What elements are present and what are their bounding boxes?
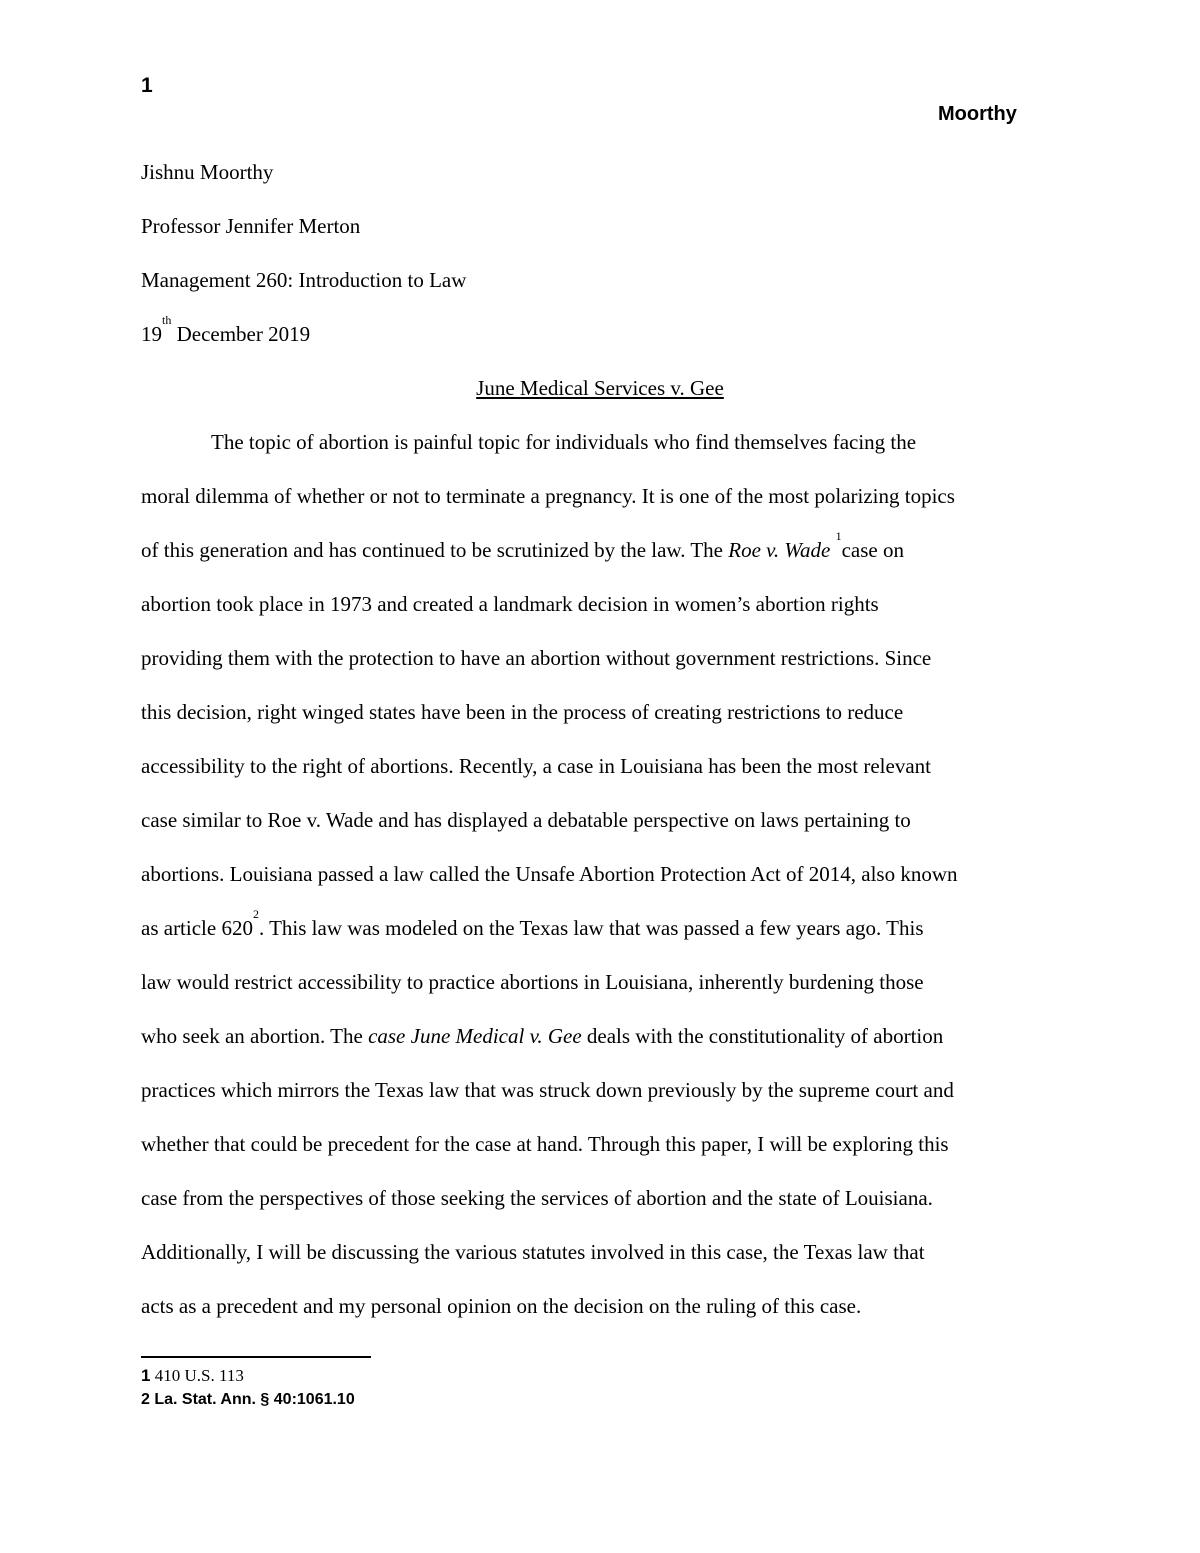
author-name: Jishnu Moorthy [141, 160, 274, 184]
body-text: of this generation and has continued to be scrutinized by the law. The [141, 538, 729, 562]
body-line: law would restrict accessibility to practice abortions in Louisiana, inherently burdening those [141, 970, 924, 994]
footnote-separator [141, 1356, 371, 1358]
case-citation-june-medical: case June Medical v. Gee [368, 1024, 582, 1048]
body-line: accessibility to the right of abortions. Recently, a case in Louisiana has been the most relevant [141, 754, 931, 778]
body-text: deals with the constitutionality of abortion [581, 1024, 944, 1048]
body-line [141, 529, 904, 563]
date-rest: December 2019 [171, 322, 311, 346]
body-text: case on [841, 538, 904, 562]
case-citation-roe: Roe v. Wade [728, 538, 831, 562]
body-text: . This law was modeled on the Texas law that was passed a few years ago. This [258, 916, 924, 940]
body-line: abortions. Louisiana passed a law called the Unsafe Abortion Protection Act of 2014, also known [141, 862, 958, 886]
body-line: practices which mirrors the Texas law that was struck down previously by the supreme court and [141, 1078, 954, 1102]
paper-title: June Medical Services v. Gee [476, 376, 724, 400]
body-line: abortion took place in 1973 and created a landmark decision in women’s abortion rights [141, 592, 879, 616]
body-line: case similar to Roe v. Wade and has displayed a debatable perspective on laws pertaining to [141, 808, 911, 832]
date-line [141, 313, 311, 347]
footnote-1-text: 410 U.S. 113 [150, 1366, 244, 1385]
page-number: 1 [141, 74, 153, 97]
date-day: 19 [141, 322, 162, 346]
professor-name: Professor Jennifer Merton [141, 214, 361, 238]
footnote-ref-2: 2 [252, 907, 259, 921]
body-line: acts as a precedent and my personal opinion on the decision on the ruling of this case. [141, 1294, 862, 1318]
body-line: case from the perspectives of those seeking the services of abortion and the state of Louisiana. [141, 1186, 933, 1210]
body-line: this decision, right winged states have been in the process of creating restrictions to reduce [141, 700, 904, 724]
footnote-ref-1: 1 [835, 529, 842, 543]
body-line [141, 907, 924, 941]
body-line: The topic of abortion is painful topic for individuals who find themselves facing the [211, 430, 917, 454]
body-line: moral dilemma of whether or not to terminate a pregnancy. It is one of the most polarizing topics [141, 484, 955, 508]
body-line: whether that could be precedent for the case at hand. Through this paper, I will be exploring this [141, 1132, 949, 1156]
footnote-1 [141, 1366, 244, 1386]
date-suffix: th [162, 313, 172, 327]
body-line: providing them with the protection to have an abortion without government restrictions. Since [141, 646, 932, 670]
body-text: who seek an abortion. The [141, 1024, 369, 1048]
footnote-1-number: 1 [141, 1366, 151, 1385]
footnote-2: 2 La. Stat. Ann. § 40:1061.10 [141, 1391, 355, 1408]
running-head: Moorthy [938, 103, 1017, 125]
body-line [141, 1024, 943, 1049]
body-text: as article 620 [141, 916, 253, 940]
body-line: Additionally, I will be discussing the various statutes involved in this case, the Texas law that [141, 1240, 925, 1264]
course-name: Management 260: Introduction to Law [141, 268, 467, 292]
